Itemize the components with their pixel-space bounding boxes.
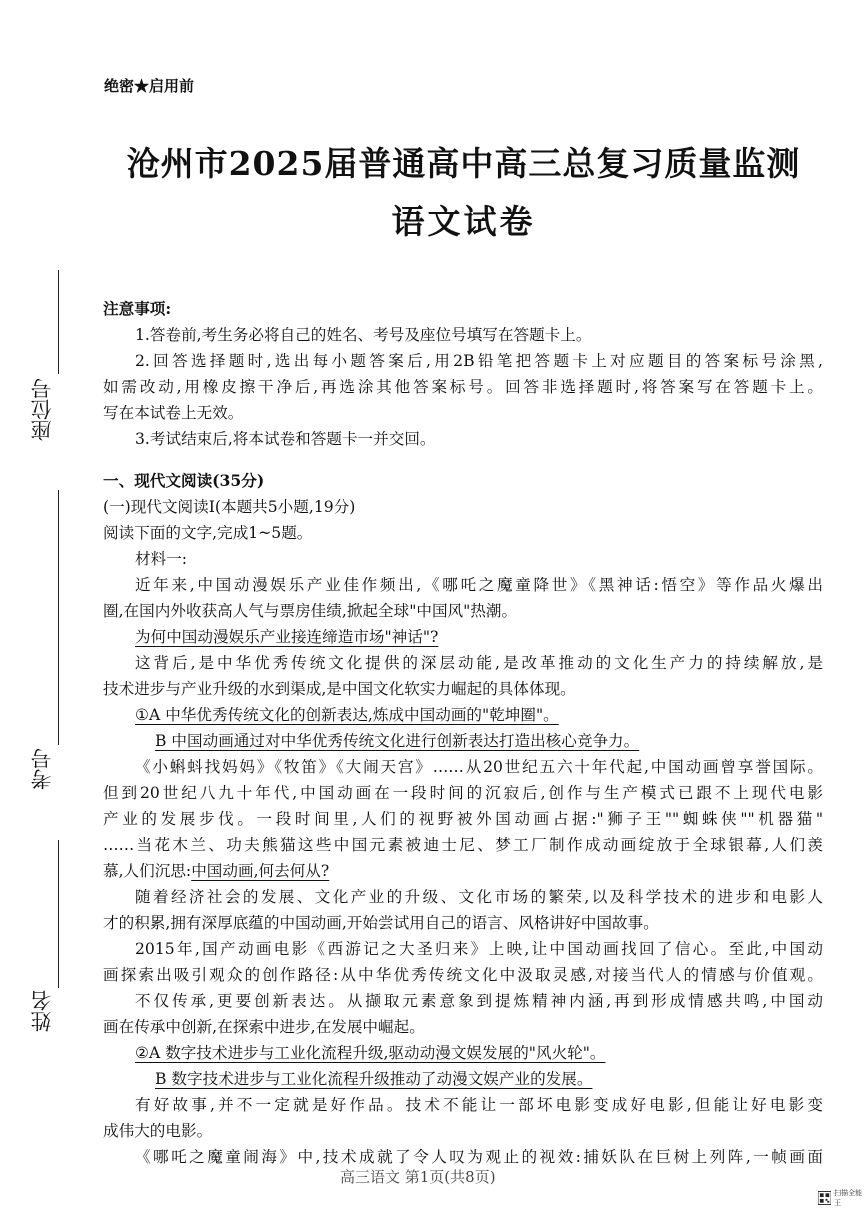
exam-title: 沧州市2025届普通高中高三总复习质量监测: [126, 144, 801, 183]
paragraph-5: 2015年,国产动画电影《西游记之大圣归来》上映,让中国动画找回了信心。至此,中国动: [135, 940, 823, 958]
paragraph-3-cont-1: 但到20世纪八九十年代,中国动画在一段时间的沉寂后,创作与生产模式已跟不上现代电影: [103, 784, 823, 802]
heading-2a: ②A 数字技术进步与工业化流程升级,驱动动漫文娱发展的"风火轮"。: [135, 1044, 606, 1062]
paragraph-3-cont-3: ……当花木兰、功夫熊猫这些中国元素被迪士尼、梦工厂制作成动画绽放于全球银幕,人们羡: [103, 836, 823, 854]
paragraph-1: 近年来,中国动漫娱乐产业佳作频出,《哪吒之魔童降世》《黑神话:悟空》等作品火爆出: [135, 576, 823, 594]
underlined-question-2: 中国动画,何去何从?: [191, 862, 330, 880]
scanner-badge-text: 扫描全能王: [834, 1189, 863, 1207]
paragraph-2-cont: 技术进步与产业升级的水到渠成,是中国文化软实力崛起的具体体现。: [103, 680, 576, 698]
paragraph-3: 《小蝌蚪找妈妈》《牧笛》《大闹天宫》……从20世纪五六十年代起,中国动画曾享誉国际。: [135, 758, 823, 776]
heading-1a: ①A 中华优秀传统文化的创新表达,炼成中国动画的"乾坤圈"。: [135, 706, 559, 724]
name-label: 姓名: [30, 990, 54, 1032]
section-title: 一、现代文阅读(35分): [103, 471, 265, 490]
qr-code-icon: [818, 1191, 831, 1205]
seat-number-field: [30, 270, 70, 460]
exam-number-line[interactable]: [58, 490, 59, 745]
seat-number-line[interactable]: [58, 270, 59, 374]
reading-instruction: 阅读下面的文字,完成1~5题。: [103, 524, 313, 542]
notice-item-3: 3.考试结束后,将本试卷和答题卡一并交回。: [135, 430, 436, 448]
paragraph-7: 有好故事,并不一定就是好作品。技术不能让一部坏电影变成好电影,但能让好电影变: [135, 1096, 823, 1114]
exam-number-label: 考号: [30, 748, 54, 790]
exam-subtitle: 语文试卷: [391, 202, 536, 241]
paragraph-4-cont: 才的积累,拥有深厚底蕴的中国动画,开始尝试用自己的语言、风格讲好中国故事。: [103, 914, 659, 932]
confidential-mark: 绝密★启用前: [104, 77, 195, 95]
exam-content: [103, 296, 823, 1170]
name-line[interactable]: [58, 840, 59, 988]
notice-item-2: 2.回答选择题时,选出每小题答案后,用2B铅笔把答题卡上对应题目的答案标号涂黑,: [135, 352, 823, 370]
paragraph-4: 随着经济社会的发展、文化产业的升级、文化市场的繁荣,以及科学技术的进步和电影人: [135, 888, 823, 906]
notice-item-2-cont: 如需改动,用橡皮擦干净后,再选涂其他答案标号。回答非选择题时,将答案写在答题卡上。: [103, 378, 823, 396]
paragraph-2: 这背后,是中华优秀传统文化提供的深层动能,是改革推动的文化生产力的持续解放,是: [135, 654, 823, 672]
paragraph-3-cont-2: 产业的发展步伐。一段时间里,人们的视野被外国动画占据:"狮子王""蜘蛛侠""机器猫": [103, 810, 823, 828]
notice-item-1: 1.答卷前,考生务必将自己的姓名、考号及座位号填写在答题卡上。: [135, 326, 592, 344]
heading-1b: B 中国动画通过对中华优秀传统文化进行创新表达打造出核心竞争力。: [155, 732, 640, 750]
paragraph-3-cont-4: 慕,人们沉思:: [103, 862, 192, 880]
seat-number-label: 座位号: [30, 378, 54, 441]
subsection-title: (一)现代文阅读Ⅰ(本题共5小题,19分): [103, 498, 356, 516]
notice-heading: 注意事项:: [103, 299, 172, 318]
paragraph-7-cont: 成伟大的电影。: [103, 1122, 213, 1140]
heading-2b: B 数字技术进步与工业化流程升级推动了动漫文娱产业的发展。: [155, 1070, 593, 1088]
material-label: 材料一:: [135, 550, 188, 568]
paragraph-6: 不仅传承,更要创新表达。从撷取元素意象到提炼精神内涵,再到形成情感共鸣,中国动: [135, 992, 823, 1010]
page-number: 高三语文 第1页(共8页): [340, 1168, 496, 1186]
paragraph-5-cont: 画探索出吸引观众的创作路径:从中华优秀传统文化中汲取灵感,对接当代人的情感与价值观。: [103, 966, 823, 984]
exam-number-field: [30, 490, 70, 820]
name-field: [30, 840, 70, 1050]
underlined-question-1: 为何中国动漫娱乐产业接连缔造市场"神话"?: [135, 628, 439, 646]
scanner-badge: [818, 1188, 867, 1208]
paragraph-6-cont: 画在传承中创新,在探索中进步,在发展中崛起。: [103, 1018, 425, 1036]
paragraph-1-cont: 圈,在国内外收获高人气与票房佳绩,掀起全球"中国风"热潮。: [103, 602, 518, 620]
paragraph-8: 《哪吒之魔童闹海》中,技术成就了令人叹为观止的视效:捕妖队在巨树上列阵,一帧画面: [135, 1148, 823, 1166]
notice-item-2-end: 写在本试卷上无效。: [103, 404, 244, 422]
